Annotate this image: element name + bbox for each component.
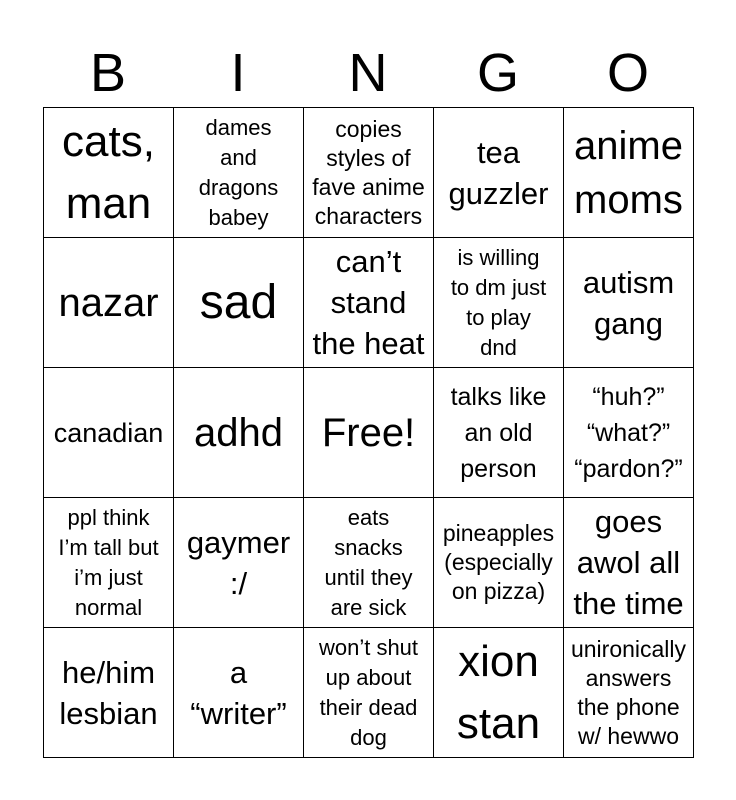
- cell-text: goes awol all the time: [573, 504, 684, 621]
- bingo-cell[interactable]: [304, 628, 434, 758]
- bingo-cell[interactable]: [304, 108, 434, 238]
- bingo-cell[interactable]: [44, 628, 174, 758]
- bingo-cell-free[interactable]: [304, 368, 434, 498]
- cell-text: xion stan: [456, 636, 541, 748]
- header-letter-g: G: [476, 43, 519, 103]
- bingo-cell[interactable]: [174, 108, 304, 238]
- cell-text: dames and dragons babey: [198, 114, 279, 230]
- cell-text: autism gang: [582, 264, 675, 341]
- cell-text: cats, man: [62, 116, 155, 228]
- bingo-cell[interactable]: [434, 628, 564, 758]
- cell-text: gaymer :/: [186, 524, 291, 601]
- bingo-cell[interactable]: [434, 368, 564, 498]
- bingo-header: [43, 40, 693, 106]
- bingo-cell[interactable]: [44, 368, 174, 498]
- bingo-cell[interactable]: [434, 238, 564, 368]
- bingo-cell[interactable]: [44, 108, 174, 238]
- cell-text: anime moms: [574, 123, 683, 222]
- cell-text: sad: [199, 275, 278, 329]
- bingo-cell[interactable]: [564, 108, 694, 238]
- cell-text: he/him lesbian: [59, 654, 158, 731]
- bingo-cell[interactable]: [174, 628, 304, 758]
- bingo-cell[interactable]: [564, 628, 694, 758]
- header-letter-i: I: [230, 43, 246, 103]
- cell-text: adhd: [194, 410, 283, 455]
- bingo-cell[interactable]: [564, 368, 694, 498]
- bingo-cell[interactable]: [434, 108, 564, 238]
- cell-text: tea guzzler: [448, 134, 549, 211]
- cell-text: nazar: [58, 280, 159, 325]
- cell-text: can’t stand the heat: [312, 244, 425, 361]
- bingo-cell[interactable]: [44, 238, 174, 368]
- bingo-cell[interactable]: [174, 368, 304, 498]
- free-space-text: Free!: [321, 410, 416, 455]
- cell-text: canadian: [53, 417, 164, 448]
- cell-text: ppl think I’m tall but i’m just normal: [58, 504, 159, 620]
- bingo-cell[interactable]: [434, 498, 564, 628]
- cell-text: “huh?” “what?” “pardon?”: [574, 382, 683, 483]
- cell-text: pineapples (especially on pizza): [442, 520, 555, 604]
- bingo-cell[interactable]: [304, 238, 434, 368]
- bingo-cell[interactable]: [174, 238, 304, 368]
- cell-text: copies styles of fave anime characters: [312, 115, 425, 229]
- cell-text: a “writer”: [190, 654, 287, 731]
- cell-text: eats snacks until they are sick: [324, 504, 413, 620]
- header-letter-b: B: [89, 43, 127, 103]
- cell-text: unironically answers the phone w/ hewwo: [570, 635, 687, 749]
- cell-text: won’t shut up about their dead dog: [318, 634, 419, 750]
- bingo-cell[interactable]: [44, 498, 174, 628]
- header-letter-n: N: [348, 43, 388, 103]
- cell-text: talks like an old person: [450, 382, 547, 483]
- header-letter-o: O: [606, 43, 649, 103]
- cell-text: is willing to dm just to play dnd: [450, 244, 547, 360]
- bingo-cell[interactable]: [304, 498, 434, 628]
- bingo-cell[interactable]: [564, 498, 694, 628]
- bingo-cell[interactable]: [174, 498, 304, 628]
- bingo-grid: [43, 107, 694, 758]
- bingo-cell[interactable]: [564, 238, 694, 368]
